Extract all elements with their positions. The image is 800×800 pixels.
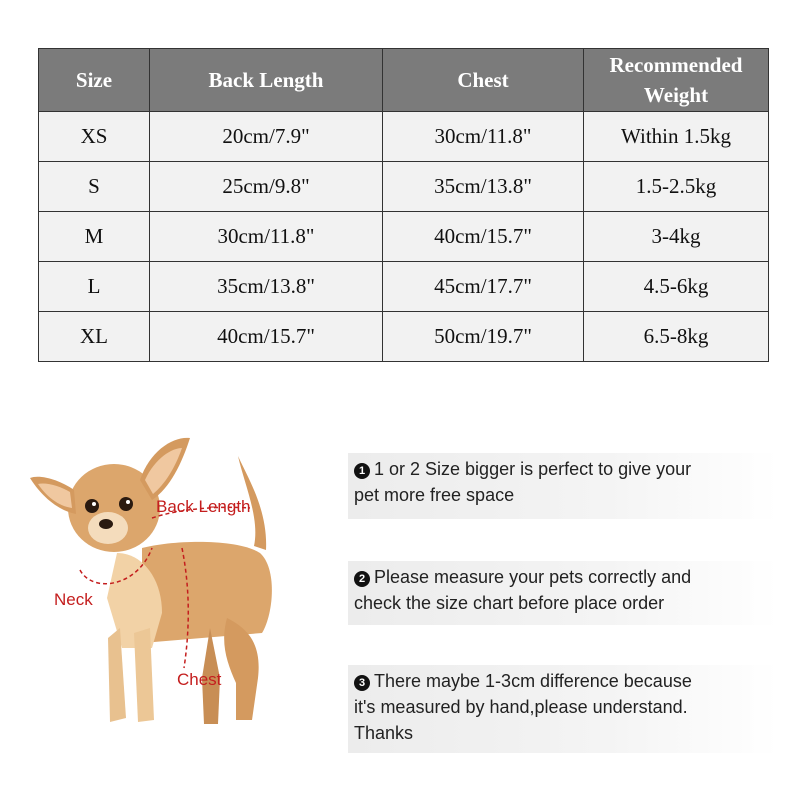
note-3-line2: it's measured by hand,please understand. (354, 697, 688, 717)
number-1-icon: 1 (354, 463, 370, 479)
cell-back-length: 35cm/13.8" (150, 262, 383, 312)
cell-back-length: 25cm/9.8" (150, 162, 383, 212)
note-2-line1: Please measure your pets correctly and (374, 567, 692, 587)
cell-back-length: 20cm/7.9" (150, 112, 383, 162)
note-3 (348, 665, 778, 753)
table-row (39, 212, 769, 262)
back-length-label: Back Length (156, 497, 251, 516)
header-chest: Chest (383, 49, 584, 112)
cell-back-length: 30cm/11.8" (150, 212, 383, 262)
cell-chest: 35cm/13.8" (383, 162, 584, 212)
header-size: Size (39, 49, 150, 112)
cell-weight: 4.5-6kg (584, 262, 769, 312)
table-row (39, 112, 769, 162)
table-row (39, 312, 769, 362)
note-3-line1: There maybe 1-3cm difference because (374, 671, 692, 691)
cell-chest: 30cm/11.8" (383, 112, 584, 162)
cell-chest: 50cm/19.7" (383, 312, 584, 362)
cell-chest: 40cm/15.7" (383, 212, 584, 262)
cell-size: S (39, 162, 150, 212)
dog-body-icon (30, 438, 272, 724)
number-2-icon: 2 (354, 571, 370, 587)
note-2 (348, 561, 778, 625)
cell-size: L (39, 262, 150, 312)
note-2-line2: check the size chart before place order (354, 593, 665, 613)
header-weight-line1: Recommended (609, 53, 743, 77)
header-recommended-weight (584, 49, 769, 112)
note-1-line1: 1 or 2 Size bigger is perfect to give your (374, 459, 692, 479)
chest-label: Chest (177, 670, 222, 689)
table-row (39, 162, 769, 212)
cell-weight: 3-4kg (584, 212, 769, 262)
header-weight-line2: Weight (643, 83, 709, 107)
cell-weight: 6.5-8kg (584, 312, 769, 362)
header-back-length: Back Length (150, 49, 383, 112)
note-1 (348, 453, 778, 519)
cell-size: XL (39, 312, 150, 362)
neck-label: Neck (54, 590, 93, 609)
cell-weight: 1.5-2.5kg (584, 162, 769, 212)
cell-back-length: 40cm/15.7" (150, 312, 383, 362)
number-3-icon: 3 (354, 675, 370, 691)
cell-chest: 45cm/17.7" (383, 262, 584, 312)
table-header-row (39, 49, 769, 112)
cell-size: XS (39, 112, 150, 162)
table-row (39, 262, 769, 312)
cell-weight: Within 1.5kg (584, 112, 769, 162)
note-3-line3: Thanks (354, 723, 414, 743)
cell-size: M (39, 212, 150, 262)
note-1-line2: pet more free space (354, 485, 515, 505)
size-chart-table (38, 48, 769, 362)
